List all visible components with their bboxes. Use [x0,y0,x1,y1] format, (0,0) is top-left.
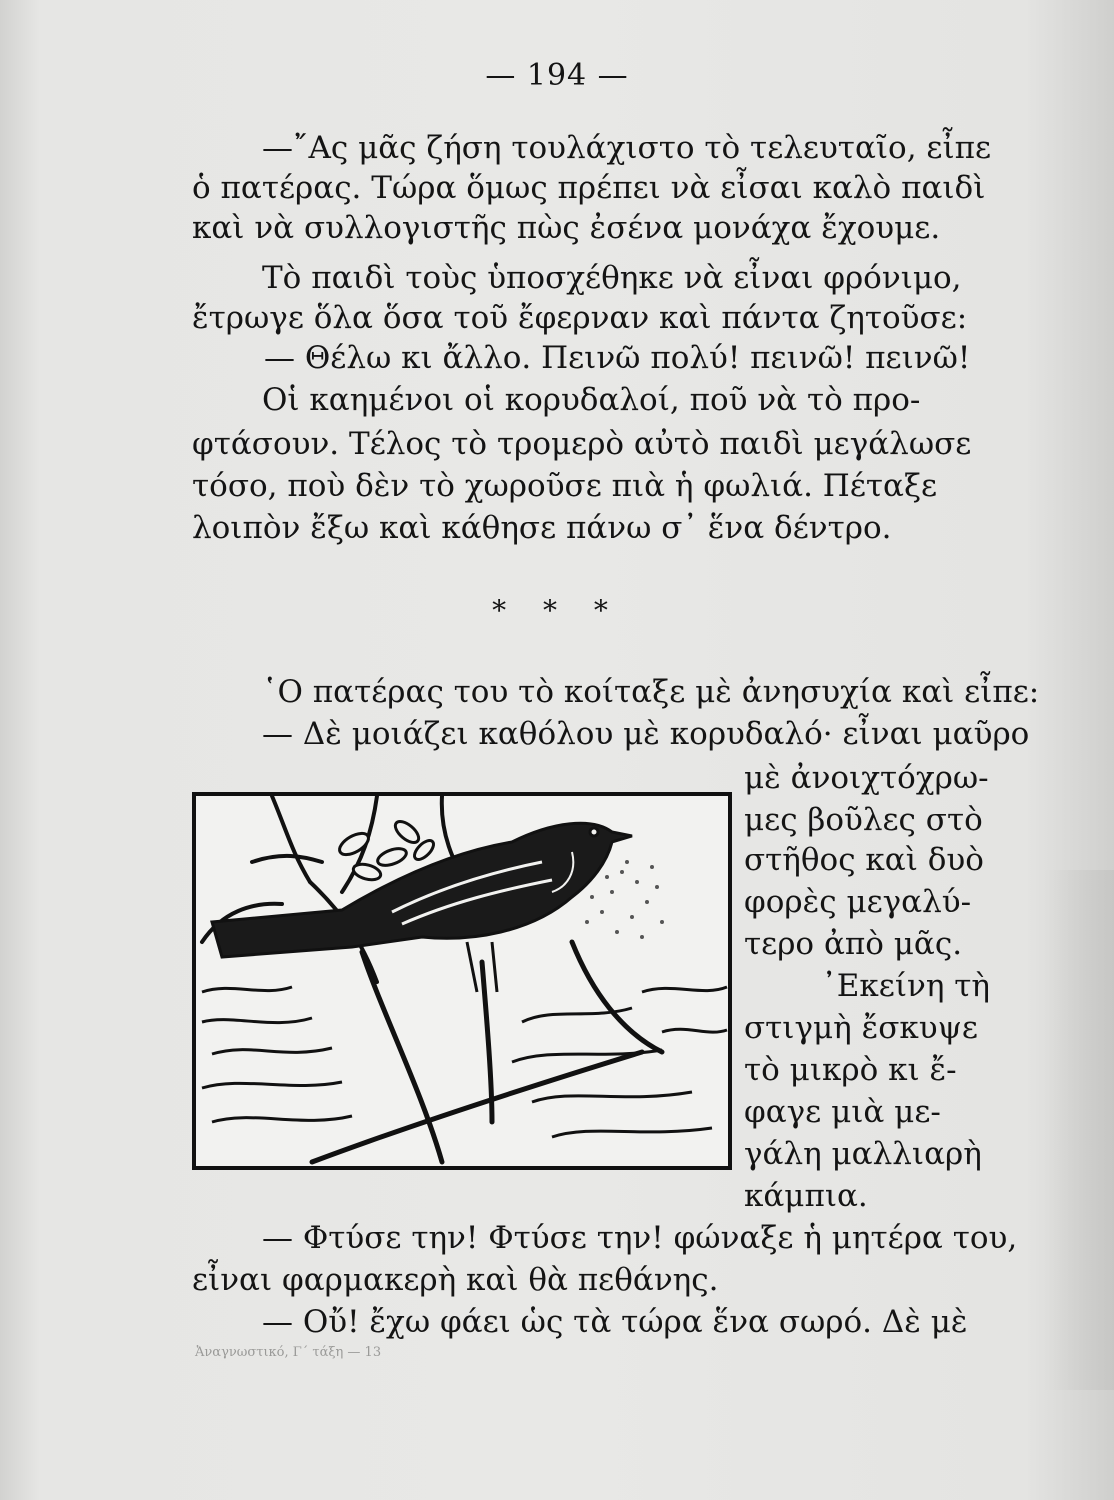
wrapped-text-line: στῆθος καὶ δυὸ [744,842,984,878]
text-line: ὁ πατέρας. Τώρα ὅμως πρέπει νὰ εἶσαι καλὸ παιδὶ [192,170,986,206]
text-line: — Θέλω κι ἄλλο. Πεινῶ πολύ! πεινῶ! πεινῶ! [264,340,971,376]
text-line: — Οὔ! ἔχω φάει ὡς τὰ τώρα ἕνα σωρό. Δὲ μὲ [262,1304,968,1340]
text-line: ἔτρωγε ὅλα ὅσα τοῦ ἔφερναν καὶ πάντα ζητοῦσε: [192,300,968,336]
wrapped-text-line: κάμπια. [744,1178,868,1214]
text-line: — Δὲ μοιάζει καθόλου μὲ κορυδαλό· εἶναι μαῦρο [262,716,1030,752]
section-separator: * * * [492,594,622,627]
text-line: ῾Ο πατέρας του τὸ κοίταξε μὲ ἀνησυχία καὶ εἶπε: [262,674,1040,710]
text-line: Τὸ παιδὶ τοὺς ὑποσχέθηκε νὰ εἶναι φρόνιμο, [262,260,962,296]
page-number: — 194 — [485,58,629,93]
text-line: τόσο, ποὺ δὲν τὸ χωροῦσε πιὰ ἡ φωλιά. Πέταξε [192,468,938,504]
wrapped-text-line: μὲ ἀνοιχτόχρω- [744,760,989,796]
wrapped-text-line: γάλη μαλλιαρὴ [744,1136,982,1172]
text-line: εἶναι φαρμακερὴ καὶ θὰ πεθάνης. [192,1262,719,1298]
wrapped-text-line: στιγμὴ ἔσκυψε [744,1010,978,1046]
wrapped-text-line: τὸ μικρὸ κι ἔ- [744,1052,957,1088]
text-line: —῎Ας μᾶς ζήση τουλάχιστο τὸ τελευταῖο, εἶπε [262,130,992,166]
text-line: καὶ νὰ συλλογιστῆς πὼς ἐσένα μονάχα ἔχουμε. [192,210,941,246]
wrapped-text-line: τερο ἀπὸ μᾶς. [744,926,963,962]
text-line: — Φτύσε την! Φτύσε την! φώναξε ἡ μητέρα του, [262,1220,1018,1256]
wrapped-text-line: φαγε μιὰ με- [744,1094,941,1130]
text-line: φτάσουν. Τέλος τὸ τρομερὸ αὐτὸ παιδὶ μεγάλωσε [192,426,972,462]
wrapped-text-line: ᾿Εκείνη τὴ [821,968,990,1004]
text-line: λοιπὸν ἔξω καὶ κάθησε πάνω σ᾽ ἕνα δέντρο. [192,510,892,546]
wrapped-text-line: μες βοῦλες στὸ [744,802,983,838]
bleed-through-footer: Ἀναγνωστικό, Γ´ τάξη — 13 [195,1345,382,1360]
wrapped-text-line: φορὲς μεγαλύ- [744,884,972,920]
bird-illustration [192,792,732,1170]
text-line: Οἱ καημένοι οἱ κορυδαλοί, ποῦ νὰ τὸ προ- [262,382,921,418]
show-through-shadow [1044,870,1114,1390]
